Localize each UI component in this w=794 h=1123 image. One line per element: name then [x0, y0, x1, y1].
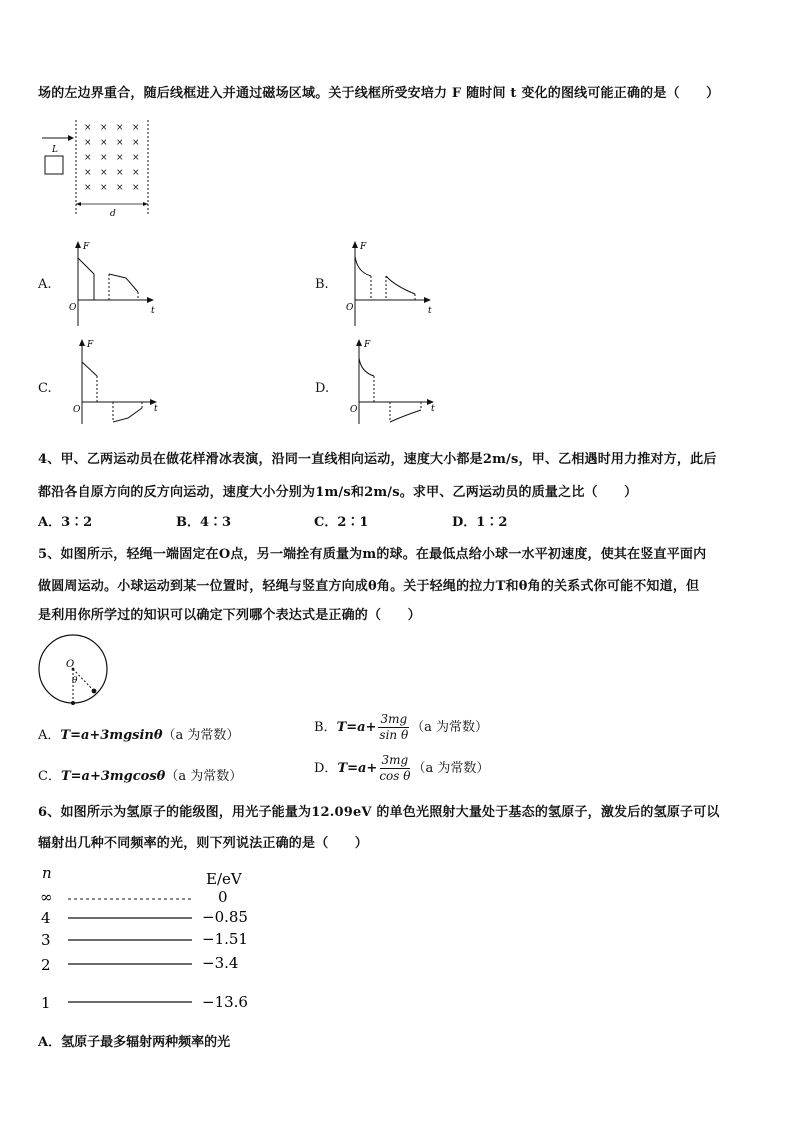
q4-stem-line2: 都沿各自原方向的反方向运动，速度大小分别为1m/s和2m/s。求甲、乙两运动员的质量之比（ ） [38, 485, 638, 500]
pendulum-circle-figure [36, 632, 111, 707]
center-label: O [66, 659, 75, 670]
q5-option-b[interactable]: B．T=a+ $\frac{3mg}{\text{sin θ}}$ （a 为常数） [314, 712, 489, 742]
svg-text:F: F [360, 242, 367, 252]
svg-text:O: O [73, 405, 81, 415]
svg-text:−3.4: −3.4 [202, 954, 239, 972]
n-header: n [42, 864, 52, 882]
svg-text:×: × [132, 168, 140, 178]
svg-text:×: × [132, 123, 140, 133]
svg-text:∞: ∞ [40, 888, 53, 906]
svg-text:×: × [116, 123, 124, 133]
svg-text:×: × [100, 183, 108, 193]
svg-text:×: × [116, 153, 124, 163]
svg-text:t: t [428, 306, 432, 316]
q3-graph-d[interactable] [343, 338, 443, 430]
energy-level-diagram [36, 862, 266, 1017]
side-length-label: L [52, 145, 58, 155]
svg-text:0: 0 [218, 888, 228, 906]
svg-text:−13.6: −13.6 [202, 993, 248, 1011]
q3-graph-b[interactable] [343, 240, 443, 332]
q5-stem-line1: 5、如图所示，轻绳一端固定在O点，另一端拴有质量为m的球。在最低点给小球一水平初速度，使其在竖直平面内 [38, 547, 707, 562]
q6-stem-line1: 6、如图所示为氢原子的能级图，用光子能量为12.09eV 的单色光照射大量处于基态的氢原子，激发后的氢原子可以 [38, 805, 720, 820]
q3-graph-c[interactable] [66, 338, 166, 430]
q4-option-d[interactable]: D．1∶2 [452, 515, 508, 530]
svg-text:t: t [431, 404, 435, 414]
magnetic-field-figure [38, 120, 168, 225]
svg-text:−0.85: −0.85 [202, 908, 248, 926]
q6-option-a[interactable]: A．氢原子最多辐射两种频率的光 [38, 1035, 231, 1050]
q6-stem-line2: 辐射出几种不同频率的光，则下列说法正确的是（ ） [38, 836, 369, 851]
svg-text:O: O [69, 303, 77, 313]
field-width-label: d [110, 209, 116, 219]
q4-option-c[interactable]: C．2∶1 [314, 515, 369, 530]
svg-text:×: × [132, 138, 140, 148]
svg-text:×: × [132, 183, 140, 193]
svg-text:F: F [83, 242, 90, 252]
q5-stem-line2: 做圆周运动。小球运动到某一位置时，轻绳与竖直方向成θ角。关于轻绳的拉力T和θ角的关系式你可能不知道，但 [38, 579, 700, 594]
q3-option-d-label[interactable]: D. [315, 381, 330, 396]
fraction: $\frac{3mg}{\text{sin θ}}$ [379, 712, 409, 742]
svg-text:3: 3 [41, 931, 51, 949]
svg-text:×: × [84, 168, 92, 178]
q3-option-b-label[interactable]: B. [315, 277, 329, 292]
svg-text:F: F [364, 340, 371, 350]
q5-option-d[interactable]: D．T=a+ $\frac{3mg}{\text{cos θ}}$ （a 为常数） [314, 753, 490, 783]
theta-label: θ [72, 676, 78, 686]
q4-option-b[interactable]: B．4∶3 [176, 515, 232, 530]
q3-option-c-label[interactable]: C. [38, 381, 52, 396]
q5-option-a[interactable]: A．T=a+3mgsinθ（a 为常数） [38, 728, 240, 743]
field-crosses [84, 123, 140, 193]
q5-stem-line3: 是利用你所学过的知识可以确定下列哪个表达式是正确的（ ） [38, 608, 421, 623]
q4-option-a[interactable]: A．3∶2 [38, 515, 93, 530]
svg-text:×: × [84, 138, 92, 148]
svg-text:×: × [116, 138, 124, 148]
svg-text:×: × [100, 138, 108, 148]
q3-option-a-label[interactable]: A. [38, 277, 52, 292]
svg-text:×: × [100, 168, 108, 178]
q3-graph-a[interactable] [66, 240, 166, 332]
svg-text:2: 2 [41, 956, 51, 974]
svg-text:×: × [84, 153, 92, 163]
q4-stem-line1: 4、甲、乙两运动员在做花样滑冰表演，沿同一直线相向运动，速度大小都是2m/s，甲、乙相遇时用力推对方，此后 [38, 452, 717, 467]
q5-option-c[interactable]: C．T=a+3mgcosθ（a 为常数） [38, 769, 243, 784]
svg-text:−1.51: −1.51 [202, 930, 248, 948]
svg-text:×: × [116, 183, 124, 193]
svg-text:t: t [151, 306, 155, 316]
energy-header: E/eV [206, 870, 242, 888]
svg-text:t: t [154, 404, 158, 414]
svg-text:O: O [346, 303, 354, 313]
svg-text:×: × [84, 123, 92, 133]
fraction: $\frac{3mg}{\text{cos θ}}$ [379, 753, 411, 783]
svg-text:O: O [350, 405, 358, 415]
svg-text:4: 4 [41, 909, 51, 927]
svg-text:F: F [87, 340, 94, 350]
svg-text:×: × [100, 123, 108, 133]
svg-text:×: × [84, 183, 92, 193]
svg-text:1: 1 [41, 994, 51, 1012]
q3-stem: 场的左边界重合，随后线框进入并通过磁场区域。关于线框所受安培力 F 随时间 t 变化的图线可能正确的是（ ） [38, 86, 720, 101]
svg-text:×: × [116, 168, 124, 178]
svg-text:×: × [132, 153, 140, 163]
svg-text:×: × [100, 153, 108, 163]
